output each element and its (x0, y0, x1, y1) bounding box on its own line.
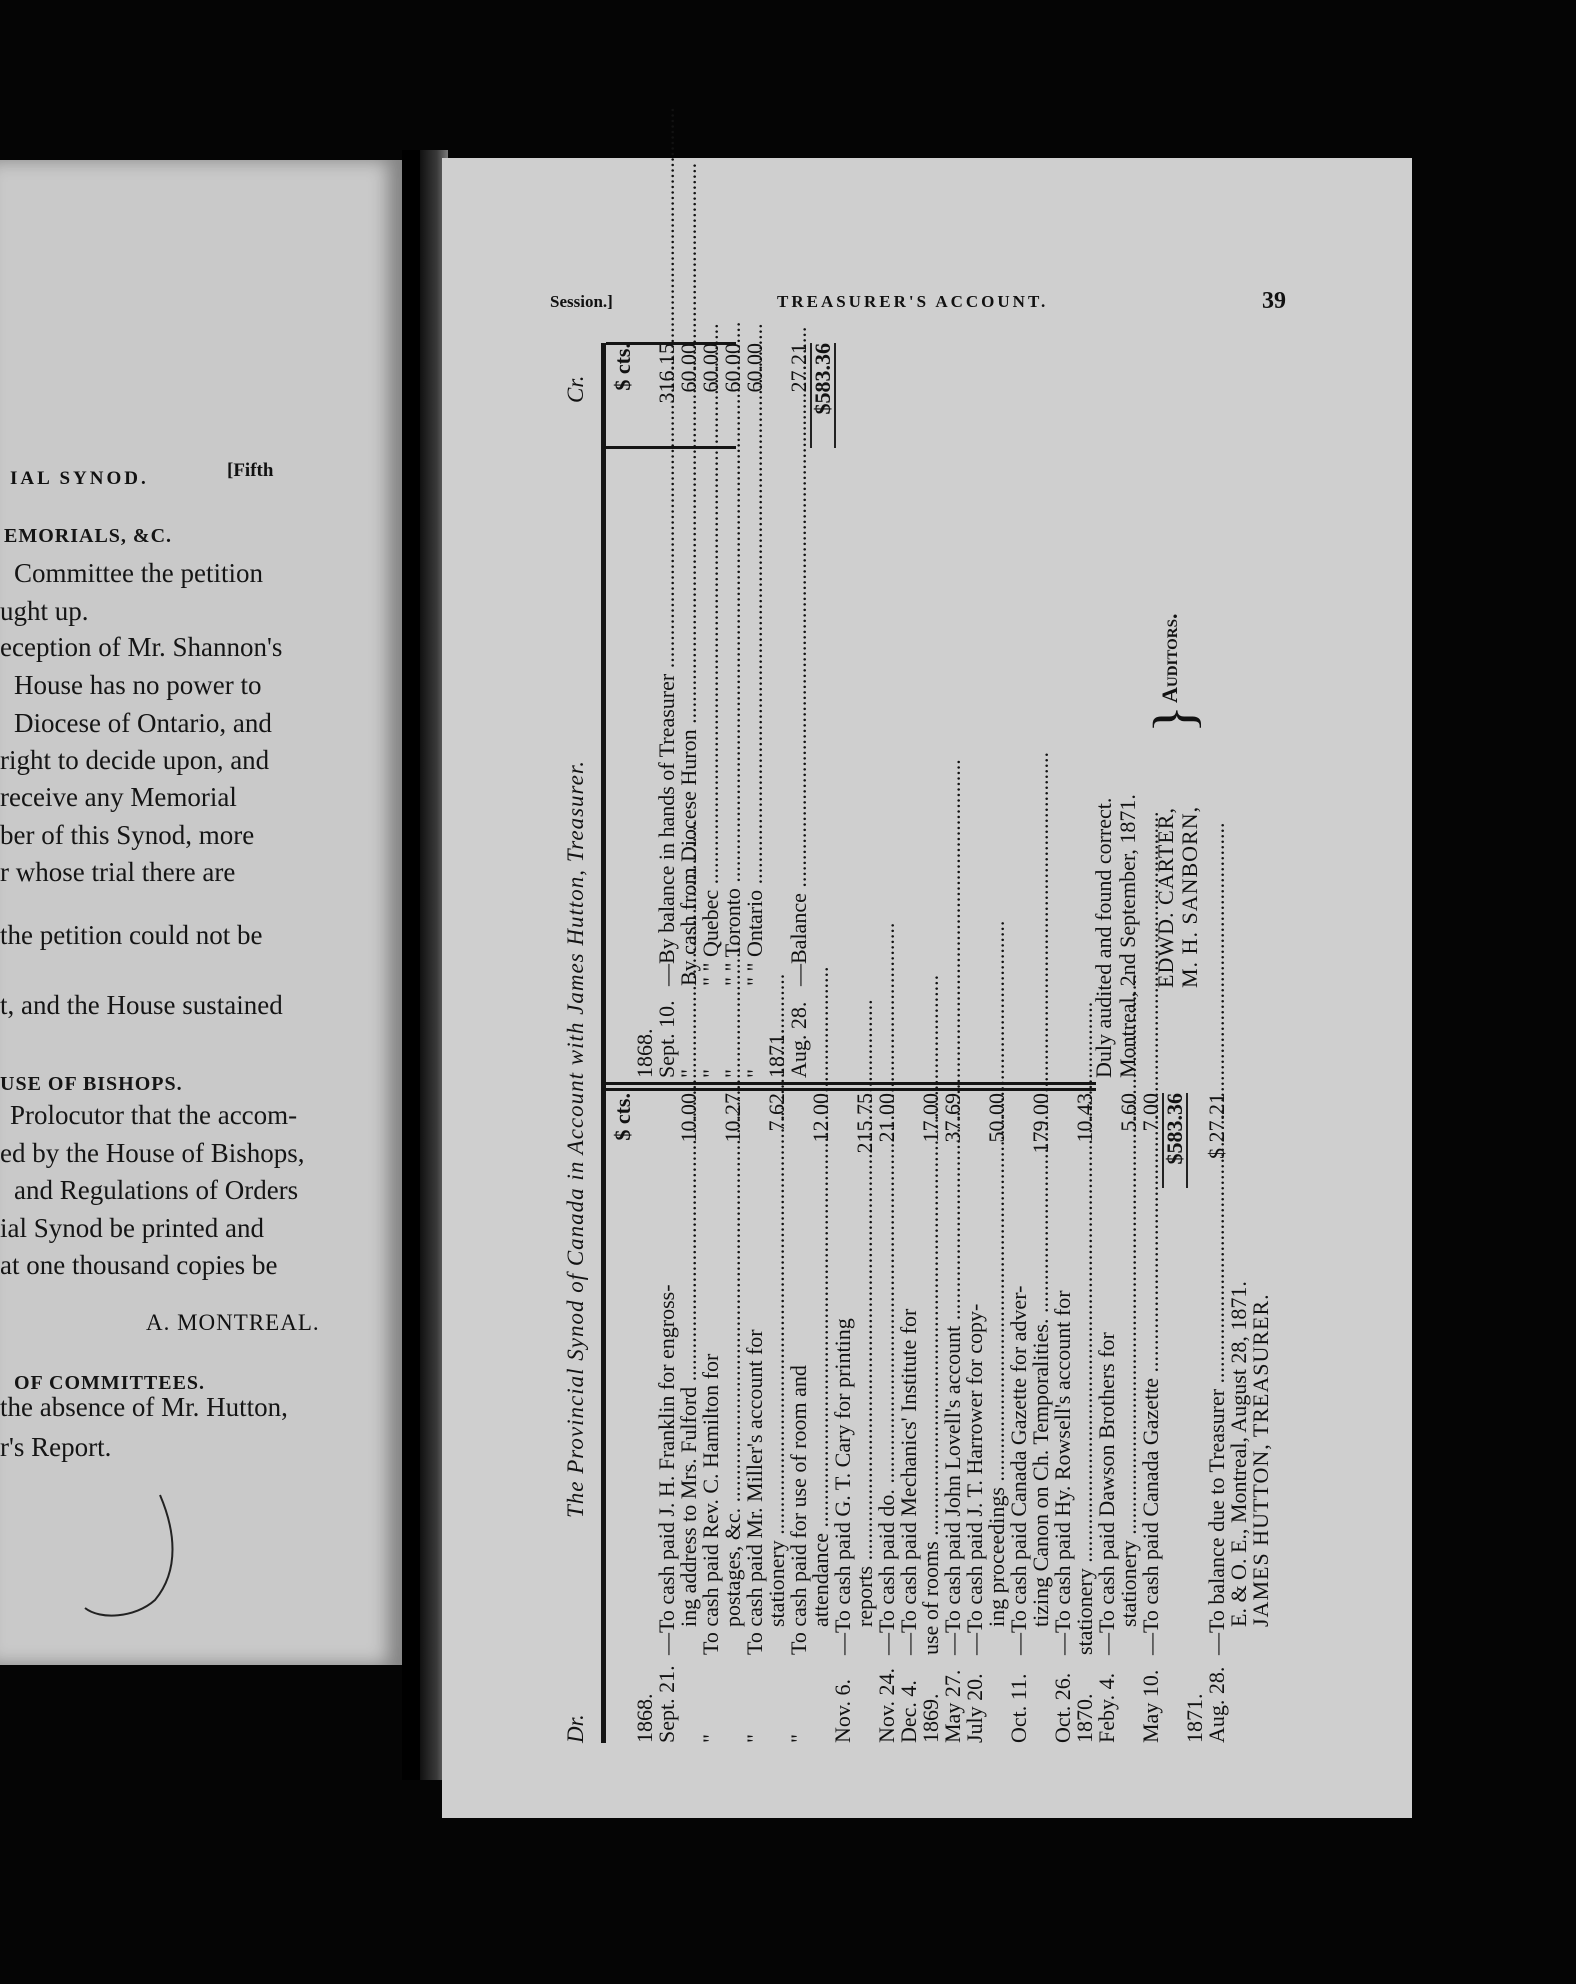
credit-label: Cr. (563, 375, 588, 403)
left-line: the petition could not be (0, 920, 263, 950)
credit-row (766, 343, 788, 1078)
debit-description: tizing Canon on Ch. Temporalities. ..... (1030, 1167, 1052, 1655)
debit-amount: 50.00 (984, 1093, 1009, 1143)
left-line: t, and the House sustained (0, 990, 283, 1020)
debit-date: Aug. 28. (1204, 1666, 1229, 1743)
debit-description: E. & O. E., Montreal, August 28, 1871. (1226, 1281, 1251, 1627)
credit-date: " (742, 1069, 767, 1078)
debit-date: Dec. 4. (896, 1680, 921, 1743)
left-signature: A. MONTREAL. (146, 1310, 320, 1335)
credit-date: " (676, 1069, 701, 1078)
debit-row (920, 1093, 942, 1743)
debit-amount: 179.00 (1028, 1093, 1053, 1154)
debit-total-row (1162, 1093, 1187, 1743)
debit-description: attendance ..... (810, 1167, 832, 1655)
account-ledger (557, 343, 1327, 1743)
left-line: receive any Memorial (0, 782, 237, 812)
credit-date: " (698, 1069, 723, 1078)
debit-row (1184, 1093, 1206, 1743)
left-page-header (0, 460, 402, 500)
auditors-label: Auditors. (1157, 613, 1182, 703)
credit-amount: 316.15 (654, 343, 679, 404)
debit-amount: 7.62 (764, 1093, 789, 1132)
debit-description: JAMES HUTTON, TREASURER. (1248, 1293, 1273, 1627)
running-title: TREASURER'S ACCOUNT. (777, 292, 1049, 311)
left-line: ught up. (0, 596, 89, 626)
debit-date: " (698, 1734, 723, 1743)
left-line: ed by the House of Bishops, (0, 1138, 305, 1168)
debit-date: July 20. (962, 1673, 987, 1743)
credit-row (744, 343, 766, 1078)
debit-amount: 21.00 (874, 1093, 899, 1143)
debit-description: stationery ..... (766, 1167, 788, 1655)
page-number: 39 (1262, 288, 1286, 314)
units-label: $ cts. (610, 343, 635, 391)
right-page (442, 158, 1412, 1818)
debit-description: —To cash paid Hy. Rowsell's account for (1050, 1290, 1075, 1655)
debit-date: Feby. 4. (1094, 1672, 1119, 1743)
debit-amount: 10.43 (1072, 1093, 1097, 1143)
debit-date: 1868. (632, 1693, 657, 1743)
debit-row (1206, 1093, 1228, 1743)
debit-date: Nov. 24. (874, 1668, 899, 1743)
left-line: ber of this Synod, more (0, 820, 255, 850)
debit-date: Oct. 11. (1006, 1673, 1031, 1743)
debit-row (1008, 1093, 1030, 1743)
debit-date: Oct. 26. (1050, 1672, 1075, 1743)
pencil-mark-icon (80, 1490, 190, 1630)
left-line: Diocese of Ontario, and (14, 708, 272, 738)
debit-row (1250, 1093, 1272, 1743)
debit-amount: 5.60 (1116, 1093, 1141, 1132)
credit-description: By cash from Diocese Huron ..... (678, 466, 700, 986)
debit-row (1052, 1093, 1074, 1743)
debit-description: stationery ..... (1074, 1195, 1096, 1655)
credit-row (634, 343, 656, 1078)
credit-amount: 60.00 (698, 343, 723, 393)
debit-date: Nov. 6. (830, 1679, 855, 1743)
debit-description: reports ..... (854, 1167, 876, 1655)
debit-description: —To cash paid Canada Gazette for adver- (1006, 1285, 1031, 1655)
debit-description: ing proceedings ..... (986, 1167, 1008, 1655)
session-label: Session.] (550, 292, 613, 311)
left-line: at one thousand copies be (0, 1250, 278, 1280)
debit-date: " (742, 1734, 767, 1743)
debit-row (766, 1093, 788, 1743)
credit-row (722, 343, 744, 1078)
credit-date: Sept. 10. (654, 1000, 679, 1078)
debit-amount: 17.00 (918, 1093, 943, 1143)
credit-date: " (720, 1069, 745, 1078)
debit-row (1030, 1093, 1052, 1743)
debit-description: —To cash paid do. ..... (876, 1195, 898, 1655)
debit-row (744, 1093, 766, 1743)
debit-row (1228, 1093, 1250, 1743)
left-line: EMORIALS, &C. (4, 525, 173, 547)
debit-description: To cash paid for use of room and (786, 1365, 811, 1655)
left-line: r's Report. (0, 1432, 112, 1462)
credit-amount: 60.00 (676, 343, 701, 393)
debit-description: To cash paid Mr. Miller's account for (742, 1329, 767, 1655)
debit-amount: 10.00 (676, 1093, 701, 1143)
left-line: the absence of Mr. Hutton, (0, 1392, 288, 1422)
auditor-name: M. H. SANBORN, (1177, 805, 1202, 988)
left-line: Prolocutor that the accom- (10, 1100, 298, 1130)
audit-line: Montreal, 2nd September, 1871. (1115, 794, 1140, 1078)
ledger-title: The Provincial Synod of Canada in Account with James Hutton, Treasurer. (563, 760, 588, 1518)
debit-description: To cash paid Rev. C. Hamilton for (698, 1353, 723, 1655)
debit-row (1074, 1093, 1096, 1743)
debit-row (942, 1093, 964, 1743)
credit-description: —By balance in hands of Treasurer ..... (656, 466, 678, 986)
debit-date: 1871. (1182, 1693, 1207, 1743)
debit-amount: 215.75 (852, 1093, 877, 1154)
debit-row (678, 1093, 700, 1743)
credit-row (788, 343, 810, 1078)
debit-row (1096, 1093, 1118, 1743)
left-line: Committee the petition (14, 558, 263, 588)
debit-date: May 10. (1138, 1669, 1163, 1743)
left-running-head: IAL SYNOD. (10, 468, 149, 489)
debit-date: May 27. (940, 1669, 965, 1743)
credit-amount: 27.21 (786, 343, 811, 393)
debit-row (656, 1093, 678, 1743)
debit-description: use of rooms ..... (920, 1195, 942, 1655)
credit-description: " " Quebec ..... (700, 466, 722, 986)
left-line: r whose trial there are (0, 857, 236, 887)
debit-row (722, 1093, 744, 1743)
ledger-title-row (557, 343, 597, 1743)
left-line: ial Synod be printed and (0, 1213, 264, 1243)
credit-total-row (810, 343, 835, 1078)
left-page (0, 160, 402, 1665)
credit-date: Aug. 28. (786, 1001, 811, 1078)
debit-date: Sept. 21. (654, 1665, 679, 1743)
left-line: USE OF BISHOPS. (0, 1073, 183, 1095)
left-line: eception of Mr. Shannon's (0, 632, 283, 662)
debit-description: —To cash paid G. T. Cary for printing (830, 1318, 855, 1655)
brace-icon: } (1141, 705, 1206, 733)
credit-row (678, 343, 700, 1078)
debit-row (1140, 1093, 1162, 1743)
left-line: and Regulations of Orders (14, 1175, 299, 1205)
right-page-header (442, 288, 1412, 328)
debit-amount: 7.00 (1138, 1093, 1163, 1132)
ledger-wrap (557, 343, 1327, 1743)
credit-description: " " Ontario ..... (744, 466, 766, 986)
credit-row (656, 343, 678, 1078)
debit-description: —To cash paid John Lovell's account ..... (942, 1195, 964, 1655)
debit-row (854, 1093, 876, 1743)
debit-row (964, 1093, 986, 1743)
debit-date: 1870. (1072, 1693, 1097, 1743)
debit-row (634, 1093, 656, 1743)
units-row (612, 343, 634, 1078)
debit-description: —To cash paid Dawson Brothers for (1094, 1332, 1119, 1655)
debit-row (898, 1093, 920, 1743)
debit-amount: 37.69 (940, 1093, 965, 1143)
debit-date: 1869. (918, 1693, 943, 1743)
credit-date: 1868. (632, 1028, 657, 1078)
debit-row (986, 1093, 1008, 1743)
debit-row (788, 1093, 810, 1743)
credit-total: $583.36 (810, 343, 836, 448)
debit-amount: 12.00 (808, 1093, 833, 1143)
debit-description: postages, &c. ..... (722, 1167, 744, 1655)
debit-row (1118, 1093, 1140, 1743)
credit-description: —Balance ..... (788, 466, 810, 986)
credit-date: 1871. (764, 1028, 789, 1078)
audit-line: Duly audited and found correct. (1091, 797, 1116, 1078)
debit-total: $583.36 (1162, 1093, 1188, 1188)
debit-entries (612, 1093, 1272, 1743)
debit-description: —To balance due to Treasurer ..... (1206, 1195, 1228, 1655)
units-label: $ cts. (610, 1093, 635, 1141)
auditor-name: EDWD. CARTER, (1153, 807, 1178, 988)
debit-row (700, 1093, 722, 1743)
left-line: OF COMMITTEES. (14, 1372, 206, 1394)
credit-amount: 60.00 (742, 343, 767, 393)
debit-description: —To cash paid J. H. Franklin for engross- (654, 1284, 679, 1655)
debit-label: Dr. (563, 1714, 588, 1743)
book-gutter (402, 150, 420, 1780)
credit-row (700, 343, 722, 1078)
left-line: right to decide upon, and (0, 745, 270, 775)
left-part-label: [Fifth (227, 460, 274, 481)
debit-amount: 10.27 (720, 1093, 745, 1143)
debit-row (876, 1093, 898, 1743)
debit-date: " (786, 1734, 811, 1743)
debit-amount: $ 27.21 (1204, 1093, 1229, 1159)
left-line: House has no power to (14, 670, 262, 700)
debit-row (810, 1093, 832, 1743)
debit-row (832, 1093, 854, 1743)
debit-description: —To cash paid Mechanics' Institute for (896, 1308, 921, 1655)
units-row (612, 1093, 634, 1743)
debit-description: —To cash paid Canada Gazette ..... (1140, 1195, 1162, 1655)
credit-description: " " Toronto ..... (722, 466, 744, 986)
credit-amount: 60.00 (720, 343, 745, 393)
debit-description: —To cash paid J. T. Harrower for copy- (962, 1303, 987, 1655)
debit-description: ing address to Mrs. Fulford ..... (678, 1167, 700, 1655)
title-rule (601, 343, 606, 1743)
debit-description: stationery ..... (1118, 1167, 1140, 1655)
credit-entries (610, 343, 835, 1078)
